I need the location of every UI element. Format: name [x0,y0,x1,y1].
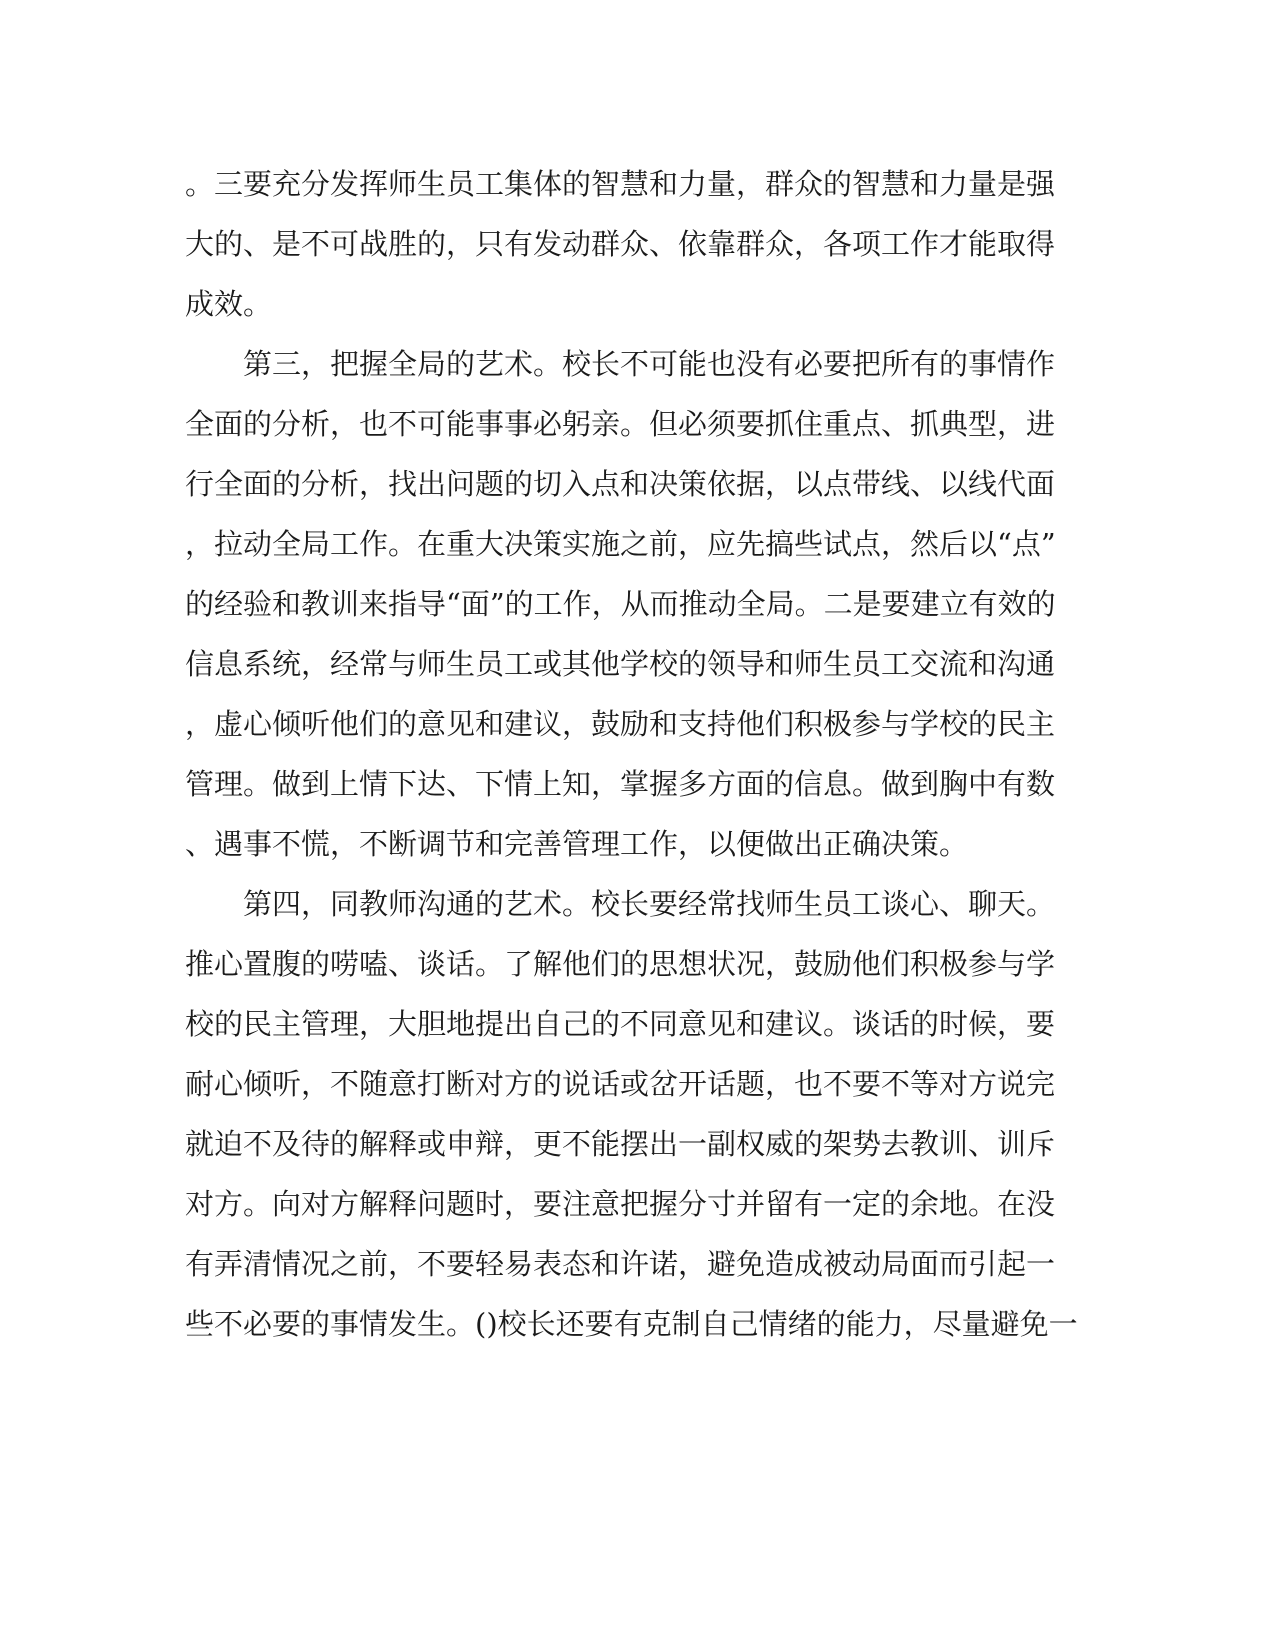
text-line: ，拉动全局工作。在重大决策实施之前，应先搞些试点，然后以“点” [185,527,1056,561]
body-text [185,164,1078,1364]
text-line: 就迫不及待的解释或申辩，更不能摆出一副权威的架势去教训、训斥 [185,1127,1056,1161]
text-line: 些不必要的事情发生。()校长还要有克制自己情绪的能力，尽量避免一 [185,1307,1078,1341]
text-line: 行全面的分析，找出问题的切入点和决策依据，以点带线、以线代面 [185,467,1056,501]
text-line: 。三要充分发挥师生员工集体的智慧和力量，群众的智慧和力量是强 [185,167,1056,201]
text-line: 有弄清情况之前，不要轻易表态和许诺，避免造成被动局面而引起一 [185,1247,1056,1281]
text-line: 全面的分析，也不可能事事必躬亲。但必须要抓住重点、抓典型，进 [185,407,1056,441]
text-line: 第四，同教师沟通的艺术。校长要经常找师生员工谈心、聊天。 [185,887,1056,921]
text-line: 信息系统，经常与师生员工或其他学校的领导和师生员工交流和沟通 [185,647,1056,681]
text-line: 成效。 [185,287,273,321]
text-line: 校的民主管理，大胆地提出自己的不同意见和建议。谈话的时候，要 [185,1007,1056,1041]
text-line: ，虚心倾听他们的意见和建议，鼓励和支持他们积极参与学校的民主 [185,707,1056,741]
text-line: 第三，把握全局的艺术。校长不可能也没有必要把所有的事情作 [185,347,1056,381]
text-line: 对方。向对方解释问题时，要注意把握分寸并留有一定的余地。在没 [185,1187,1056,1221]
text-line: 耐心倾听，不随意打断对方的说话或岔开话题，也不要不等对方说完 [185,1067,1056,1101]
text-line: 推心置腹的唠嗑、谈话。了解他们的思想状况，鼓励他们积极参与学 [185,947,1056,981]
text-line: 管理。做到上情下达、下情上知，掌握多方面的信息。做到胸中有数 [185,767,1056,801]
text-line: 大的、是不可战胜的，只有发动群众、依靠群众，各项工作才能取得 [185,227,1056,261]
text-line: 、遇事不慌，不断调节和完善管理工作，以便做出正确决策。 [185,827,969,861]
text-line: 的经验和教训来指导“面”的工作，从而推动全局。二是要建立有效的 [185,587,1056,621]
